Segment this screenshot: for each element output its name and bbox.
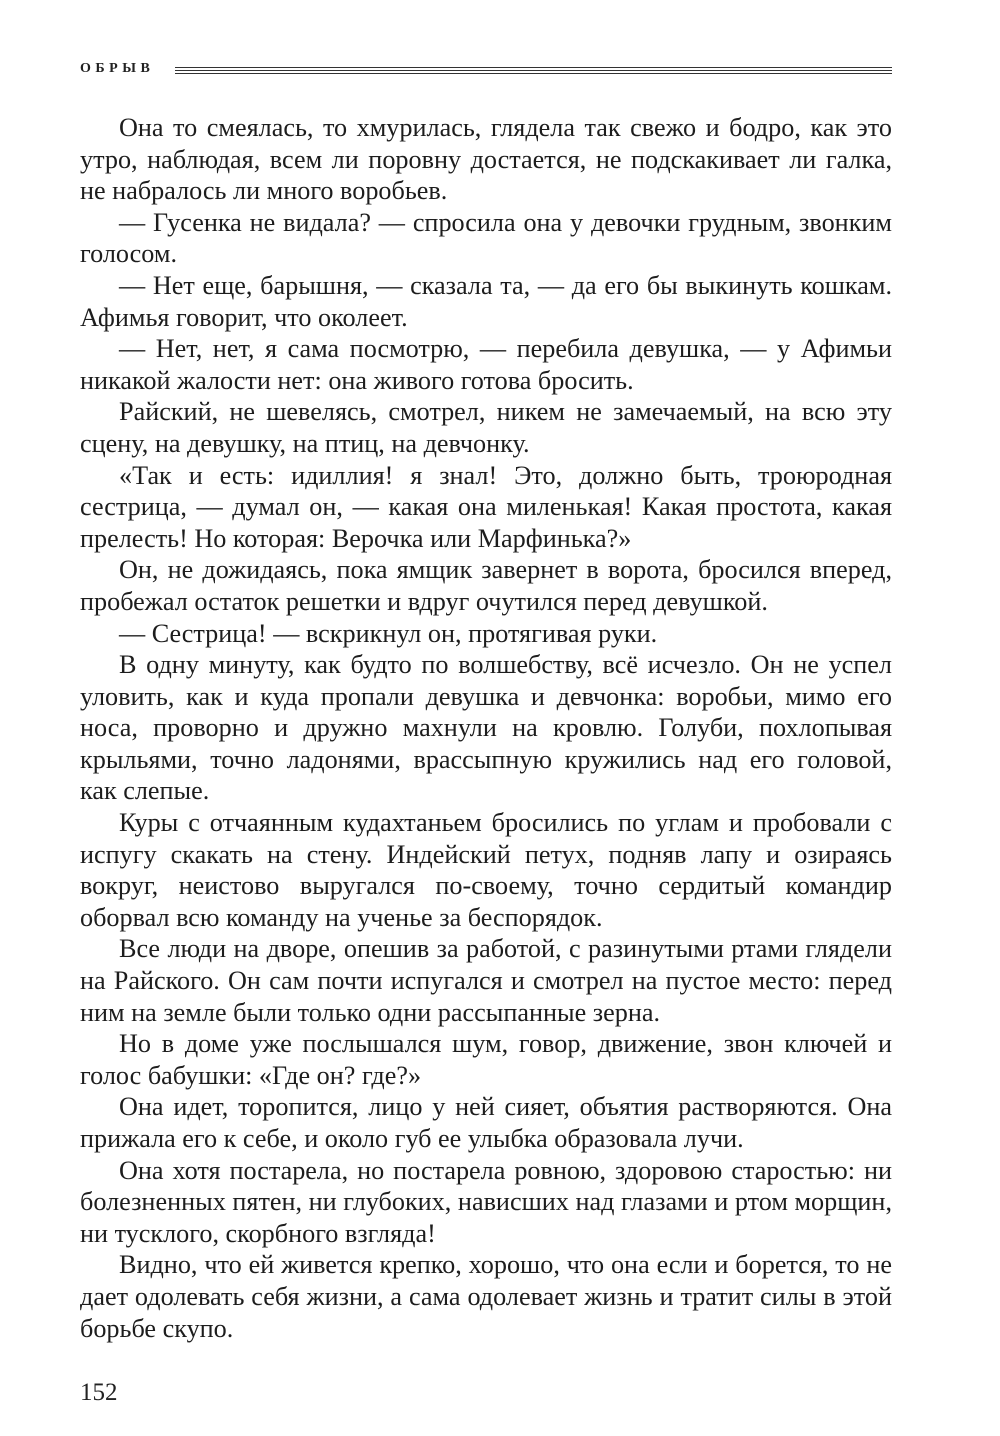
running-header <box>80 60 892 82</box>
header-rule <box>175 70 892 71</box>
page-number: 152 <box>80 1379 118 1406</box>
paragraph: «Так и есть: идиллия! я знал! Это, должно быть, троюродная сестрица, — думал он, — какая она миленькая! Какая простота, какая прелесть! Но которая: Верочка или Марфинька?» <box>80 460 892 553</box>
paragraph: Куры с отчаянным кудахтаньем бросились по углам и пробовали с испугу скакать на стену. Индейский петух, подняв лапу и озираясь вокруг, неистово выругался по-своему, точно сердитый командир оборвал всю команду на ученье за беспорядок. <box>80 808 892 932</box>
paragraph: Видно, что ей живется крепко, хорошо, что она если и борется, то не дает одолевать себя жизни, а сама одолевает жизнь и тратит силы в этой борьбе скупо. <box>80 1250 892 1343</box>
paragraph: Он, не дожидаясь, пока ямщик завернет в ворота, бросился вперед, пробежал остаток решетки и вдруг очутился перед девушкой. <box>80 555 892 616</box>
header-rule <box>175 73 892 74</box>
running-title: ОБРЫВ <box>80 61 155 76</box>
header-rule <box>175 67 892 68</box>
paragraph: Она идет, торопится, лицо у ней сияет, объятия растворяются. Она прижала его к себе, и около губ ее улыбка образовала лучи. <box>80 1092 892 1153</box>
paragraph: Райский, не шевелясь, смотрел, никем не замечаемый, на всю эту сцену, на девушку, на птиц, на девчонку. <box>80 397 892 458</box>
paragraph: — Нет, нет, я сама посмотрю, — перебила девушка, — у Афимьи никакой жалости нет: она живого готова бросить. <box>80 334 892 395</box>
paragraph: Все люди на дворе, опешив за работой, с разинутыми ртами глядели на Райского. Он сам почти испугался и смотрел на пустое место: перед ним на земле были только одни рассыпанные зерна. <box>80 934 892 1027</box>
paragraph: Она хотя постарела, но постарела ровною, здоровою старостью: ни болезненных пятен, ни глубоких, нависших над глазами и ртом морщин, ни тусклого, скорбного взгляда! <box>80 1155 892 1248</box>
paragraph: Она то смеялась, то хмурилась, глядела так свежо и бодро, как это утро, наблюдая, всем ли поровну достается, не подскакивает ли галка, не набралось ли много воробьев. <box>80 113 892 206</box>
body-text <box>80 112 892 1344</box>
paragraph: В одну минуту, как будто по волшебству, всё исчезло. Он не успел уловить, как и куда пропали девушка и девчонка: воробьи, мимо его носа, проворно и дружно махнули на кровлю. Голуби, похлопывая крыльями, точно ладонями, врассыпную кружились над его головой, как слепые. <box>80 650 892 806</box>
paragraph: — Гусенка не видала? — спросила она у девочки грудным, звонким голосом. <box>80 207 892 269</box>
paragraph: — Сестрица! — вскрикнул он, протягивая руки. <box>119 618 658 648</box>
paragraph: — Нет еще, барышня, — сказала та, — да его бы выкинуть кошкам. Афимья говорит, что околеет. <box>80 270 892 332</box>
paragraph: Но в доме уже послышался шум, говор, движение, звон ключей и голос бабушки: «Где он? где?» <box>80 1029 892 1090</box>
